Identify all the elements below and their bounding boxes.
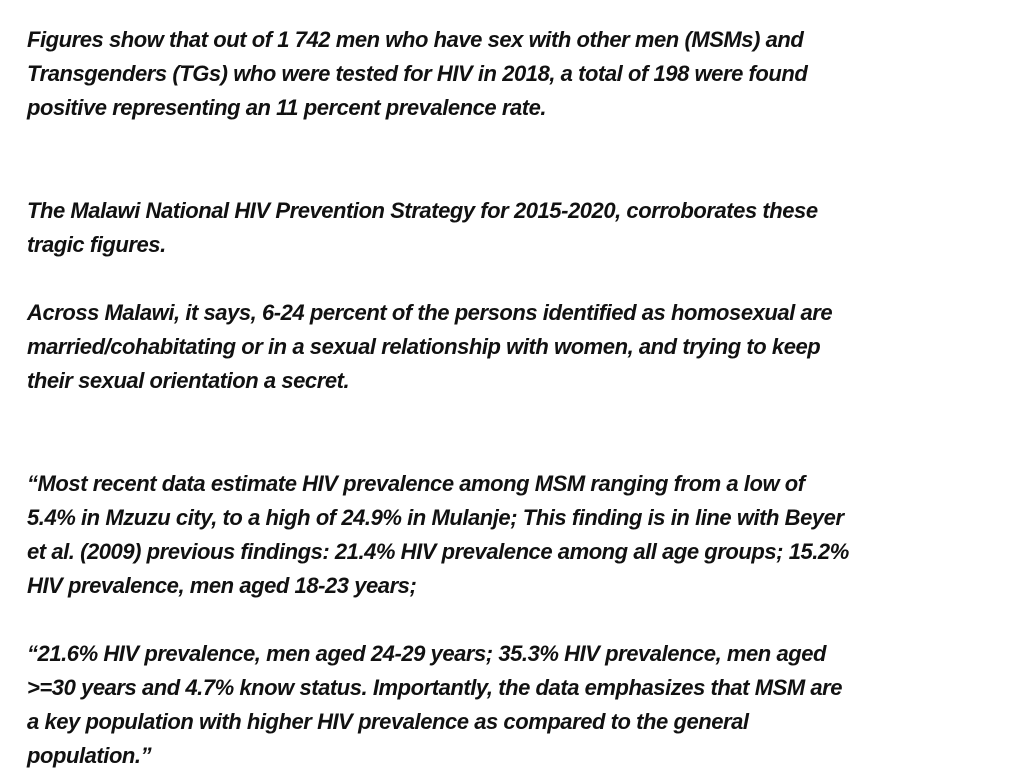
text-line: their sexual orientation a secret. (27, 368, 350, 393)
text-line: tragic figures. (27, 232, 166, 257)
text-line: a key population with higher HIV prevalence as compared to the general (27, 709, 749, 734)
text-line: Across Malawi, it says, 6-24 percent of the persons identified as homosexual are (27, 300, 833, 325)
quote-recent-data-estimate (27, 467, 1007, 603)
quote-prevalence-by-age (27, 637, 1007, 768)
text-line: 5.4% in Mzuzu city, to a high of 24.9% in Mulanje; This finding is in line with Beyer (27, 505, 844, 530)
text-line: Transgenders (TGs) who were tested for HIV in 2018, a total of 198 were found (27, 61, 808, 86)
text-line: “Most recent data estimate HIV prevalence among MSM ranging from a low of (27, 471, 805, 496)
paragraph-msm-tg-testing-figures (27, 23, 1007, 125)
text-line: “21.6% HIV prevalence, men aged 24-29 years; 35.3% HIV prevalence, men aged (27, 641, 827, 666)
text-line: et al. (2009) previous findings: 21.4% HIV prevalence among all age groups; 15.2% (27, 539, 849, 564)
text-line: >=30 years and 4.7% know status. Importantly, the data emphasizes that MSM are (27, 675, 843, 700)
text-line: married/cohabitating or in a sexual relationship with women, and trying to keep (27, 334, 821, 359)
text-line: The Malawi National HIV Prevention Strategy for 2015-2020, corroborates these (27, 198, 818, 223)
text-line: population.” (27, 743, 152, 768)
text-line: Figures show that out of 1 742 men who have sex with other men (MSMs) and (27, 27, 804, 52)
text-line: HIV prevalence, men aged 18-23 years; (27, 573, 417, 598)
paragraph-prevention-strategy (27, 194, 1007, 262)
text-line: positive representing an 11 percent prevalence rate. (27, 95, 547, 120)
paragraph-across-malawi (27, 296, 1007, 398)
